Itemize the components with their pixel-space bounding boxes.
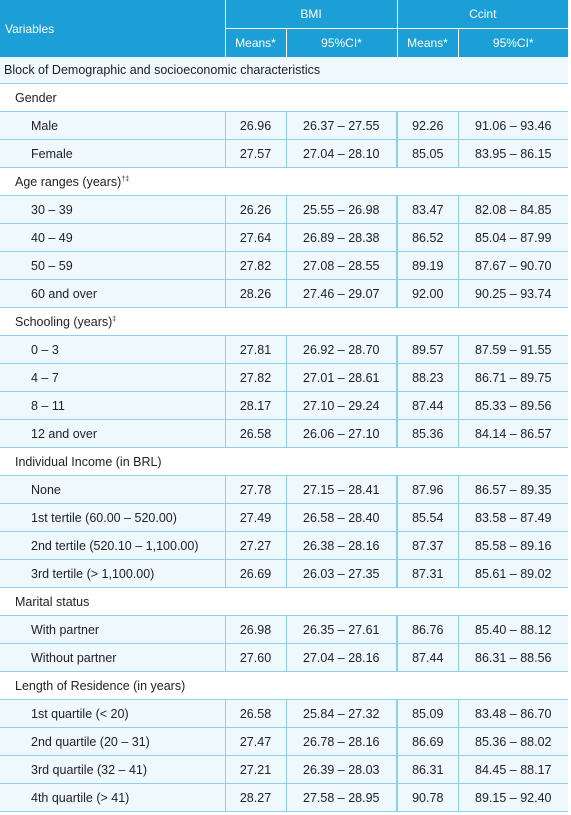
row-label: None (0, 476, 225, 504)
category-row (0, 168, 568, 196)
bmi-mean-cell: 26.58 (225, 420, 286, 448)
table-row (0, 616, 568, 644)
bmi-mean-cell: 26.69 (225, 560, 286, 588)
header-variables: Variables (0, 0, 225, 57)
bmi-ci-cell: 27.15 – 28.41 (286, 476, 397, 504)
bmi-mean-cell: 27.82 (225, 364, 286, 392)
row-label: 8 – 11 (0, 392, 225, 420)
row-label: 3rd tertile (> 1,100.00) (0, 560, 225, 588)
table-row (0, 644, 568, 672)
bmi-mean-cell: 27.82 (225, 252, 286, 280)
bmi-ci-cell: 27.04 – 28.16 (286, 644, 397, 672)
row-label: With partner (0, 616, 225, 644)
ccint-ci-cell: 83.58 – 87.49 (458, 504, 568, 532)
footnote-marker: ‡ (112, 315, 117, 323)
bmi-ci-cell: 25.55 – 26.98 (286, 196, 397, 224)
bmi-mean-cell: 27.47 (225, 728, 286, 756)
table-row (0, 224, 568, 252)
bmi-mean-cell: 28.26 (225, 280, 286, 308)
table-row (0, 280, 568, 308)
category-title: Schooling (years) (15, 314, 113, 329)
bmi-mean-cell: 28.27 (225, 784, 286, 812)
row-label: 40 – 49 (0, 224, 225, 252)
category-row (0, 448, 568, 476)
footnote-marker: †‡ (121, 175, 130, 183)
bmi-mean-cell: 26.26 (225, 196, 286, 224)
table-row (0, 756, 568, 784)
bmi-ci-cell: 26.89 – 28.38 (286, 224, 397, 252)
row-label: 50 – 59 (0, 252, 225, 280)
bmi-mean-cell: 26.98 (225, 616, 286, 644)
ccint-ci-cell: 87.59 – 91.55 (458, 336, 568, 364)
ccint-mean-cell: 86.76 (397, 616, 458, 644)
table-row (0, 196, 568, 224)
ccint-mean-cell: 87.37 (397, 532, 458, 560)
bmi-ci-cell: 27.04 – 28.10 (286, 140, 397, 168)
ccint-mean-cell: 92.26 (397, 112, 458, 140)
table-row (0, 532, 568, 560)
bmi-ci-cell: 26.92 – 28.70 (286, 336, 397, 364)
ccint-mean-cell: 83.47 (397, 196, 458, 224)
bmi-ci-cell: 27.08 – 28.55 (286, 252, 397, 280)
ccint-ci-cell: 85.61 – 89.02 (458, 560, 568, 588)
bmi-ci-cell: 27.58 – 28.95 (286, 784, 397, 812)
ccint-mean-cell: 87.96 (397, 476, 458, 504)
ccint-ci-cell: 83.48 – 86.70 (458, 700, 568, 728)
bmi-ci-cell: 26.35 – 27.61 (286, 616, 397, 644)
ccint-ci-cell: 84.45 – 88.17 (458, 756, 568, 784)
ccint-mean-cell: 85.05 (397, 140, 458, 168)
row-label: 1st tertile (60.00 – 520.00) (0, 504, 225, 532)
table-header (0, 0, 568, 57)
ccint-ci-cell: 86.71 – 89.75 (458, 364, 568, 392)
bmi-ci-cell: 26.38 – 28.16 (286, 532, 397, 560)
category-title: Individual Income (in BRL) (15, 454, 162, 469)
category-row (0, 308, 568, 336)
ccint-mean-cell: 89.57 (397, 336, 458, 364)
category-title: Age ranges (years) (15, 174, 122, 189)
category-label (0, 308, 568, 336)
table-row (0, 392, 568, 420)
bmi-mean-cell: 27.27 (225, 532, 286, 560)
table-body (0, 57, 568, 812)
ccint-ci-cell: 85.04 – 87.99 (458, 224, 568, 252)
row-label: 4 – 7 (0, 364, 225, 392)
row-label: Male (0, 112, 225, 140)
bmi-mean-cell: 27.78 (225, 476, 286, 504)
category-label (0, 168, 568, 196)
ccint-ci-cell: 90.25 – 93.74 (458, 280, 568, 308)
ccint-mean-cell: 86.52 (397, 224, 458, 252)
row-label: 60 and over (0, 280, 225, 308)
row-label: Without partner (0, 644, 225, 672)
ccint-mean-cell: 85.36 (397, 420, 458, 448)
ccint-mean-cell: 86.69 (397, 728, 458, 756)
ccint-ci-cell: 84.14 – 86.57 (458, 420, 568, 448)
bmi-mean-cell: 27.60 (225, 644, 286, 672)
header-bmi: BMI (225, 0, 397, 29)
ccint-mean-cell: 90.78 (397, 784, 458, 812)
ccint-ci-cell: 89.15 – 92.40 (458, 784, 568, 812)
category-row (0, 672, 568, 700)
category-label (0, 672, 568, 700)
bmi-mean-cell: 27.49 (225, 504, 286, 532)
table-row (0, 140, 568, 168)
table-row (0, 336, 568, 364)
ccint-mean-cell: 88.23 (397, 364, 458, 392)
ccint-ci-cell: 85.40 – 88.12 (458, 616, 568, 644)
header-ccint: Ccint (397, 0, 568, 29)
ccint-ci-cell: 86.57 – 89.35 (458, 476, 568, 504)
table-row (0, 700, 568, 728)
category-title: Gender (15, 90, 57, 105)
ccint-ci-cell: 91.06 – 93.46 (458, 112, 568, 140)
bmi-ci-cell: 26.39 – 28.03 (286, 756, 397, 784)
block-title: Block of Demographic and socioeconomic characteristics (0, 57, 568, 84)
ccint-mean-cell: 87.44 (397, 644, 458, 672)
row-label: 2nd quartile (20 – 31) (0, 728, 225, 756)
row-label: 1st quartile (< 20) (0, 700, 225, 728)
table-row (0, 252, 568, 280)
table-row (0, 784, 568, 812)
table-row (0, 364, 568, 392)
ccint-mean-cell: 85.09 (397, 700, 458, 728)
category-row (0, 84, 568, 112)
header-ccint-means: Means* (397, 29, 458, 58)
bmi-mean-cell: 28.17 (225, 392, 286, 420)
table-row (0, 112, 568, 140)
bmi-ci-cell: 26.06 – 27.10 (286, 420, 397, 448)
row-label: 4th quartile (> 41) (0, 784, 225, 812)
row-label: Female (0, 140, 225, 168)
ccint-mean-cell: 87.31 (397, 560, 458, 588)
ccint-mean-cell: 89.19 (397, 252, 458, 280)
row-label: 2nd tertile (520.10 – 1,100.00) (0, 532, 225, 560)
bmi-ci-cell: 27.46 – 29.07 (286, 280, 397, 308)
bmi-mean-cell: 27.64 (225, 224, 286, 252)
row-label: 0 – 3 (0, 336, 225, 364)
ccint-ci-cell: 85.58 – 89.16 (458, 532, 568, 560)
ccint-ci-cell: 85.36 – 88.02 (458, 728, 568, 756)
table-row (0, 504, 568, 532)
bmi-ci-cell: 27.01 – 28.61 (286, 364, 397, 392)
category-label (0, 84, 568, 112)
bmi-ci-cell: 25.84 – 27.32 (286, 700, 397, 728)
ccint-ci-cell: 82.08 – 84.85 (458, 196, 568, 224)
row-label: 12 and over (0, 420, 225, 448)
ccint-mean-cell: 86.31 (397, 756, 458, 784)
bmi-ci-cell: 26.78 – 28.16 (286, 728, 397, 756)
ccint-ci-cell: 86.31 – 88.56 (458, 644, 568, 672)
ccint-ci-cell: 83.95 – 86.15 (458, 140, 568, 168)
category-title: Marital status (15, 594, 90, 609)
bmi-mean-cell: 27.21 (225, 756, 286, 784)
bmi-ci-cell: 26.03 – 27.35 (286, 560, 397, 588)
header-ccint-ci: 95%CI* (458, 29, 568, 58)
bmi-mean-cell: 26.58 (225, 700, 286, 728)
row-label: 3rd quartile (32 – 41) (0, 756, 225, 784)
ccint-mean-cell: 85.54 (397, 504, 458, 532)
bmi-mean-cell: 26.96 (225, 112, 286, 140)
table-row (0, 476, 568, 504)
bmi-ci-cell: 26.58 – 28.40 (286, 504, 397, 532)
header-bmi-means: Means* (225, 29, 286, 58)
category-title: Length of Residence (in years) (15, 678, 186, 693)
ccint-mean-cell: 92.00 (397, 280, 458, 308)
category-label (0, 448, 568, 476)
ccint-mean-cell: 87.44 (397, 392, 458, 420)
bmi-ci-cell: 26.37 – 27.55 (286, 112, 397, 140)
bmi-ci-cell: 27.10 – 29.24 (286, 392, 397, 420)
ccint-ci-cell: 87.67 – 90.70 (458, 252, 568, 280)
row-label: 30 – 39 (0, 196, 225, 224)
category-row (0, 588, 568, 616)
header-bmi-ci: 95%CI* (286, 29, 397, 58)
table-row (0, 420, 568, 448)
ccint-ci-cell: 85.33 – 89.56 (458, 392, 568, 420)
category-label (0, 588, 568, 616)
bmi-mean-cell: 27.57 (225, 140, 286, 168)
bmi-mean-cell: 27.81 (225, 336, 286, 364)
table-row (0, 560, 568, 588)
table-row (0, 728, 568, 756)
